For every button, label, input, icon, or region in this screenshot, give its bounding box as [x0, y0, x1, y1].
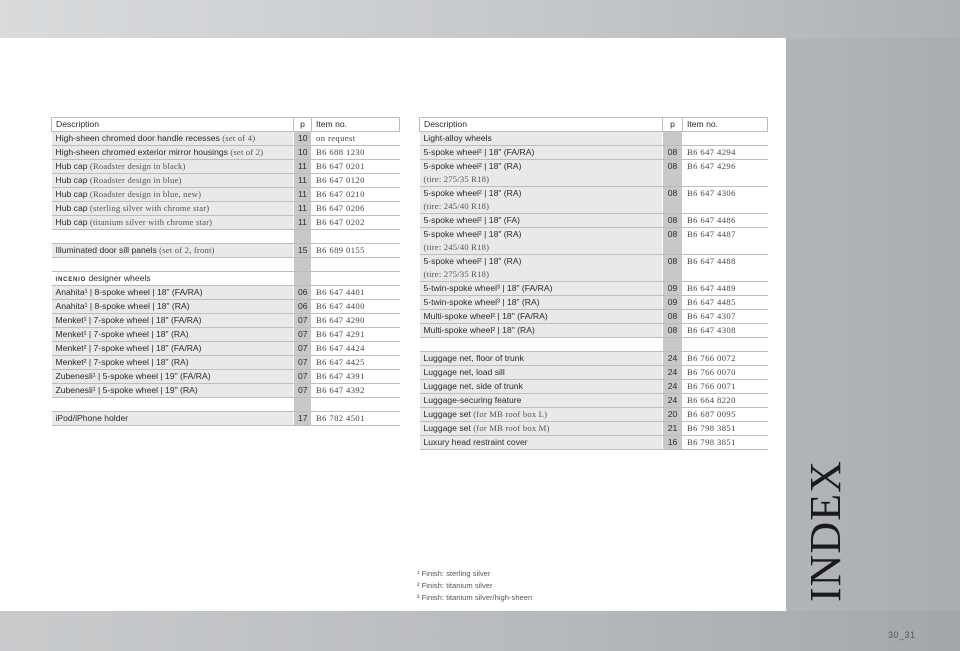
- blank-item-cell: [312, 398, 400, 412]
- table-row: [420, 324, 768, 338]
- table-row: [52, 258, 400, 272]
- page-cell: [663, 132, 683, 146]
- page-cell: 17: [294, 412, 312, 426]
- table-row: [52, 216, 400, 230]
- item-number-cell: B6 766 0072: [683, 352, 768, 366]
- table-row: [52, 342, 400, 356]
- col-page: p: [663, 118, 683, 132]
- description-cell: [420, 255, 663, 282]
- description-cell: [52, 160, 294, 174]
- blank-item-cell: [683, 338, 768, 352]
- table-row: [52, 132, 400, 146]
- description-text: 5-twin-spoke wheel³ | 18" (FA/RA): [423, 283, 553, 293]
- item-number-cell: B6 798 3851: [683, 422, 768, 436]
- table-row: [420, 214, 768, 228]
- blank-cell: [52, 398, 294, 412]
- description-cell: [420, 324, 663, 338]
- item-number-cell: B6 647 4391: [312, 370, 400, 384]
- page-cell: 09: [663, 296, 683, 310]
- table-row: [52, 244, 400, 258]
- page-cell: 08: [663, 255, 683, 282]
- tire-note: (tire: 275/35 R18): [423, 269, 490, 279]
- page-cell: 07: [294, 370, 312, 384]
- table-row: [420, 366, 768, 380]
- item-cell: [683, 132, 768, 146]
- item-number-cell: B6 782 4501: [312, 412, 400, 426]
- table-row: [420, 146, 768, 160]
- table-row: [420, 338, 768, 352]
- page-cell: 11: [294, 174, 312, 188]
- description-cell: [52, 146, 294, 160]
- description-text: Anahita¹ | 8-spoke wheel | 18" (FA/RA): [55, 287, 203, 297]
- item-number-cell: B6 647 4306: [683, 187, 768, 214]
- item-cell: [312, 272, 400, 286]
- page-cell: 21: [663, 422, 683, 436]
- item-number-cell: B6 647 0201: [312, 160, 400, 174]
- table-row: [52, 384, 400, 398]
- item-number-cell: B6 647 4485: [683, 296, 768, 310]
- description-text: 5-spoke wheel² | 18" (RA): [423, 229, 522, 239]
- page-cell: 06: [294, 300, 312, 314]
- tire-note: (tire: 245/40 R18): [423, 242, 490, 252]
- tire-note: (tire: 245/40 R18): [423, 201, 490, 211]
- table-row: [52, 300, 400, 314]
- table-row: [420, 282, 768, 296]
- top-band: [0, 0, 960, 38]
- blank-item-cell: [312, 230, 400, 244]
- description-text: Menket¹ | 7-spoke wheel | 18" (RA): [55, 329, 189, 339]
- footnote-3: ³ Finish: titanium silver/high-sheen: [417, 593, 533, 602]
- description-cell: [420, 310, 663, 324]
- item-number-cell: B6 688 1230: [312, 146, 400, 160]
- item-number-cell: B6 647 0210: [312, 188, 400, 202]
- page-cell: 08: [663, 310, 683, 324]
- description-cell: [420, 366, 663, 380]
- right-index-table: [419, 117, 768, 450]
- description-text: 5-spoke wheel² | 18" (RA): [423, 256, 522, 266]
- item-number-cell: B6 647 4489: [683, 282, 768, 296]
- page-cell: 10: [294, 132, 312, 146]
- description-text: Luggage set: [423, 423, 471, 433]
- table-row: [420, 380, 768, 394]
- footnote-1: ¹ Finish: sterling silver: [417, 569, 491, 578]
- page-cell: 07: [294, 356, 312, 370]
- description-cell: [52, 328, 294, 342]
- description-text: iPod/iPhone holder: [55, 413, 129, 423]
- item-number-cell: B6 687 0095: [683, 408, 768, 422]
- description-text: Luggage net, floor of trunk: [423, 353, 524, 363]
- description-cell: [420, 380, 663, 394]
- table-row: [420, 310, 768, 324]
- description-text: 5-spoke wheel² | 18" (FA/RA): [423, 147, 535, 157]
- item-number-cell: B6 647 0120: [312, 174, 400, 188]
- description-note: (for MB roof box M): [473, 423, 550, 433]
- blank-cell: [420, 338, 663, 352]
- item-number-cell: B6 798 3851: [683, 436, 768, 450]
- description-text: Multi-spoke wheel² | 18" (RA): [423, 325, 535, 335]
- description-text: Luggage net, side of trunk: [423, 381, 523, 391]
- description-text: Luggage net, load sill: [423, 367, 505, 377]
- description-text: Hub cap: [55, 217, 88, 227]
- table-row: [420, 296, 768, 310]
- description-text: Hub cap: [55, 161, 88, 171]
- description-text: Multi-spoke wheel² | 18" (FA/RA): [423, 311, 548, 321]
- page-cell: 24: [663, 352, 683, 366]
- item-number-cell: on request: [312, 132, 400, 146]
- item-number-cell: B6 647 4392: [312, 384, 400, 398]
- description-cell: [420, 160, 663, 187]
- col-item-no: Item no.: [683, 118, 768, 132]
- description-cell: [420, 146, 663, 160]
- table-row: [420, 132, 768, 146]
- tire-note: (tire: 275/35 R18): [423, 174, 490, 184]
- footnote-2: ² Finish: titanium silver: [417, 581, 493, 590]
- item-number-cell: B6 647 4425: [312, 356, 400, 370]
- description-text: Luxury head restraint cover: [423, 437, 528, 447]
- page-cell: 11: [294, 216, 312, 230]
- description-cell: [420, 408, 663, 422]
- description-note: (set of 2, front): [159, 245, 215, 255]
- description-text: Hub cap: [55, 175, 88, 185]
- page-cell: 08: [663, 146, 683, 160]
- item-number-cell: B6 647 0206: [312, 202, 400, 216]
- page-cell: 11: [294, 160, 312, 174]
- table-row: [52, 174, 400, 188]
- description-cell: [420, 394, 663, 408]
- col-description: Description: [420, 118, 663, 132]
- item-number-cell: B6 647 4401: [312, 286, 400, 300]
- page-cell: 07: [294, 328, 312, 342]
- item-number-cell: B6 766 0071: [683, 380, 768, 394]
- page-cell: 11: [294, 202, 312, 216]
- description-note: (titanium silver with chrome star): [89, 217, 213, 227]
- table-row: [420, 352, 768, 366]
- description-cell: [52, 314, 294, 328]
- table-row: [52, 202, 400, 216]
- description-cell: [52, 174, 294, 188]
- left-index-table: [51, 117, 400, 426]
- description-text: 5-spoke wheel² | 18" (FA): [423, 215, 521, 225]
- table-row: [420, 436, 768, 450]
- description-text: Zubenesli¹ | 5-spoke wheel | 19" (RA): [55, 385, 198, 395]
- description-cell: [52, 370, 294, 384]
- blank-item-cell: [312, 258, 400, 272]
- page-cell: 08: [663, 187, 683, 214]
- col-item-no: Item no.: [312, 118, 400, 132]
- description-note: (Roadster design in black): [89, 161, 186, 171]
- table-row: [420, 394, 768, 408]
- item-number-cell: B6 647 4488: [683, 255, 768, 282]
- blank-cell: [52, 230, 294, 244]
- description-cell: [420, 228, 663, 255]
- table-row: [52, 328, 400, 342]
- col-page: p: [294, 118, 312, 132]
- table-row: [420, 422, 768, 436]
- table-row: [52, 272, 400, 286]
- section-heading: [52, 272, 294, 286]
- table-row: [420, 187, 768, 214]
- page-cell: 15: [294, 244, 312, 258]
- description-text: Menket¹ | 7-spoke wheel | 18" (FA/RA): [55, 315, 202, 325]
- page-cell: 07: [294, 384, 312, 398]
- description-cell: [52, 384, 294, 398]
- description-text: 5-twin-spoke wheel³ | 18" (RA): [423, 297, 540, 307]
- table-row: [52, 230, 400, 244]
- description-note: (Roadster design in blue, new): [89, 189, 202, 199]
- description-text: 5-spoke wheel² | 18" (RA): [423, 161, 522, 171]
- description-cell: [420, 436, 663, 450]
- item-number-cell: B6 647 4487: [683, 228, 768, 255]
- item-number-cell: B6 647 4290: [312, 314, 400, 328]
- item-number-cell: B6 647 4400: [312, 300, 400, 314]
- table-row: [420, 160, 768, 187]
- table-row: [52, 412, 400, 426]
- blank-cell: [52, 258, 294, 272]
- page-cell: 10: [294, 146, 312, 160]
- description-cell: [52, 244, 294, 258]
- page-cell: 24: [663, 394, 683, 408]
- table-row: [52, 286, 400, 300]
- description-cell: [52, 342, 294, 356]
- left-table-header: [52, 118, 400, 132]
- description-text: Zubenesli¹ | 5-spoke wheel | 19" (FA/RA): [55, 371, 211, 381]
- description-cell: [52, 412, 294, 426]
- page-cell: 24: [663, 380, 683, 394]
- brand-logo: incenio: [55, 273, 87, 283]
- page-cell: 24: [663, 366, 683, 380]
- description-text: 5-spoke wheel² | 18" (RA): [423, 188, 522, 198]
- description-note: (for MB roof box L): [473, 409, 548, 419]
- item-number-cell: B6 647 4424: [312, 342, 400, 356]
- description-text: Anahita¹ | 8-spoke wheel | 18" (RA): [55, 301, 190, 311]
- table-row: [52, 398, 400, 412]
- section-heading: Light-alloy wheels: [420, 132, 663, 146]
- page-cell: [294, 272, 312, 286]
- description-note: (sterling silver with chrome star): [89, 203, 210, 213]
- description-cell: [420, 282, 663, 296]
- item-number-cell: B6 647 4294: [683, 146, 768, 160]
- description-cell: [420, 296, 663, 310]
- description-cell: [52, 216, 294, 230]
- description-text: Luggage set: [423, 409, 471, 419]
- description-text: Hub cap: [55, 189, 88, 199]
- page-cell: 08: [663, 160, 683, 187]
- description-text: Menket² | 7-spoke wheel | 18" (RA): [55, 357, 189, 367]
- description-note: (Roadster design in blue): [89, 175, 182, 185]
- page-cell: 09: [663, 282, 683, 296]
- table-row: [420, 408, 768, 422]
- table-row: [52, 160, 400, 174]
- item-number-cell: B6 689 0155: [312, 244, 400, 258]
- description-cell: [420, 352, 663, 366]
- item-number-cell: B6 647 4308: [683, 324, 768, 338]
- table-row: [420, 228, 768, 255]
- blank-page-cell: [294, 398, 312, 412]
- page-cell: 08: [663, 228, 683, 255]
- page-title: INDEX: [801, 460, 850, 602]
- description-text: Hub cap: [55, 203, 88, 213]
- table-row: [420, 255, 768, 282]
- description-cell: [420, 187, 663, 214]
- description-cell: [52, 202, 294, 216]
- description-cell: [52, 300, 294, 314]
- blank-page-cell: [294, 258, 312, 272]
- description-cell: [52, 188, 294, 202]
- item-number-cell: B6 766 0070: [683, 366, 768, 380]
- description-cell: [420, 214, 663, 228]
- page-cell: 16: [663, 436, 683, 450]
- description-note: (set of 4): [222, 133, 256, 143]
- col-description: Description: [52, 118, 294, 132]
- page-number: 30_31: [888, 630, 916, 640]
- description-cell: [52, 132, 294, 146]
- description-cell: [420, 422, 663, 436]
- page-cell: 06: [294, 286, 312, 300]
- blank-page-cell: [663, 338, 683, 352]
- table-row: [52, 146, 400, 160]
- description-cell: [52, 286, 294, 300]
- table-row: [52, 356, 400, 370]
- description-note: (set of 2): [230, 147, 264, 157]
- page-cell: 11: [294, 188, 312, 202]
- description-text: High-sheen chromed exterior mirror housings: [55, 147, 228, 157]
- description-text: Menket² | 7-spoke wheel | 18" (FA/RA): [55, 343, 202, 353]
- bottom-band: [0, 611, 960, 651]
- blank-page-cell: [294, 230, 312, 244]
- item-number-cell: B6 647 0202: [312, 216, 400, 230]
- description-cell: [52, 356, 294, 370]
- table-row: [52, 314, 400, 328]
- page-cell: 20: [663, 408, 683, 422]
- page-cell: 07: [294, 314, 312, 328]
- page-cell: 08: [663, 324, 683, 338]
- page-cell: 08: [663, 214, 683, 228]
- right-table-header: [420, 118, 768, 132]
- item-number-cell: B6 647 4307: [683, 310, 768, 324]
- item-number-cell: B6 664 8220: [683, 394, 768, 408]
- description-text: Illuminated door sill panels: [55, 245, 157, 255]
- section-heading-text: designer wheels: [86, 273, 151, 283]
- footnotes: [417, 568, 532, 604]
- item-number-cell: B6 647 4296: [683, 160, 768, 187]
- table-row: [52, 188, 400, 202]
- item-number-cell: B6 647 4291: [312, 328, 400, 342]
- description-text: Luggage-securing feature: [423, 395, 522, 405]
- page-cell: 07: [294, 342, 312, 356]
- table-row: [52, 370, 400, 384]
- description-text: High-sheen chromed door handle recesses: [55, 133, 220, 143]
- item-number-cell: B6 647 4486: [683, 214, 768, 228]
